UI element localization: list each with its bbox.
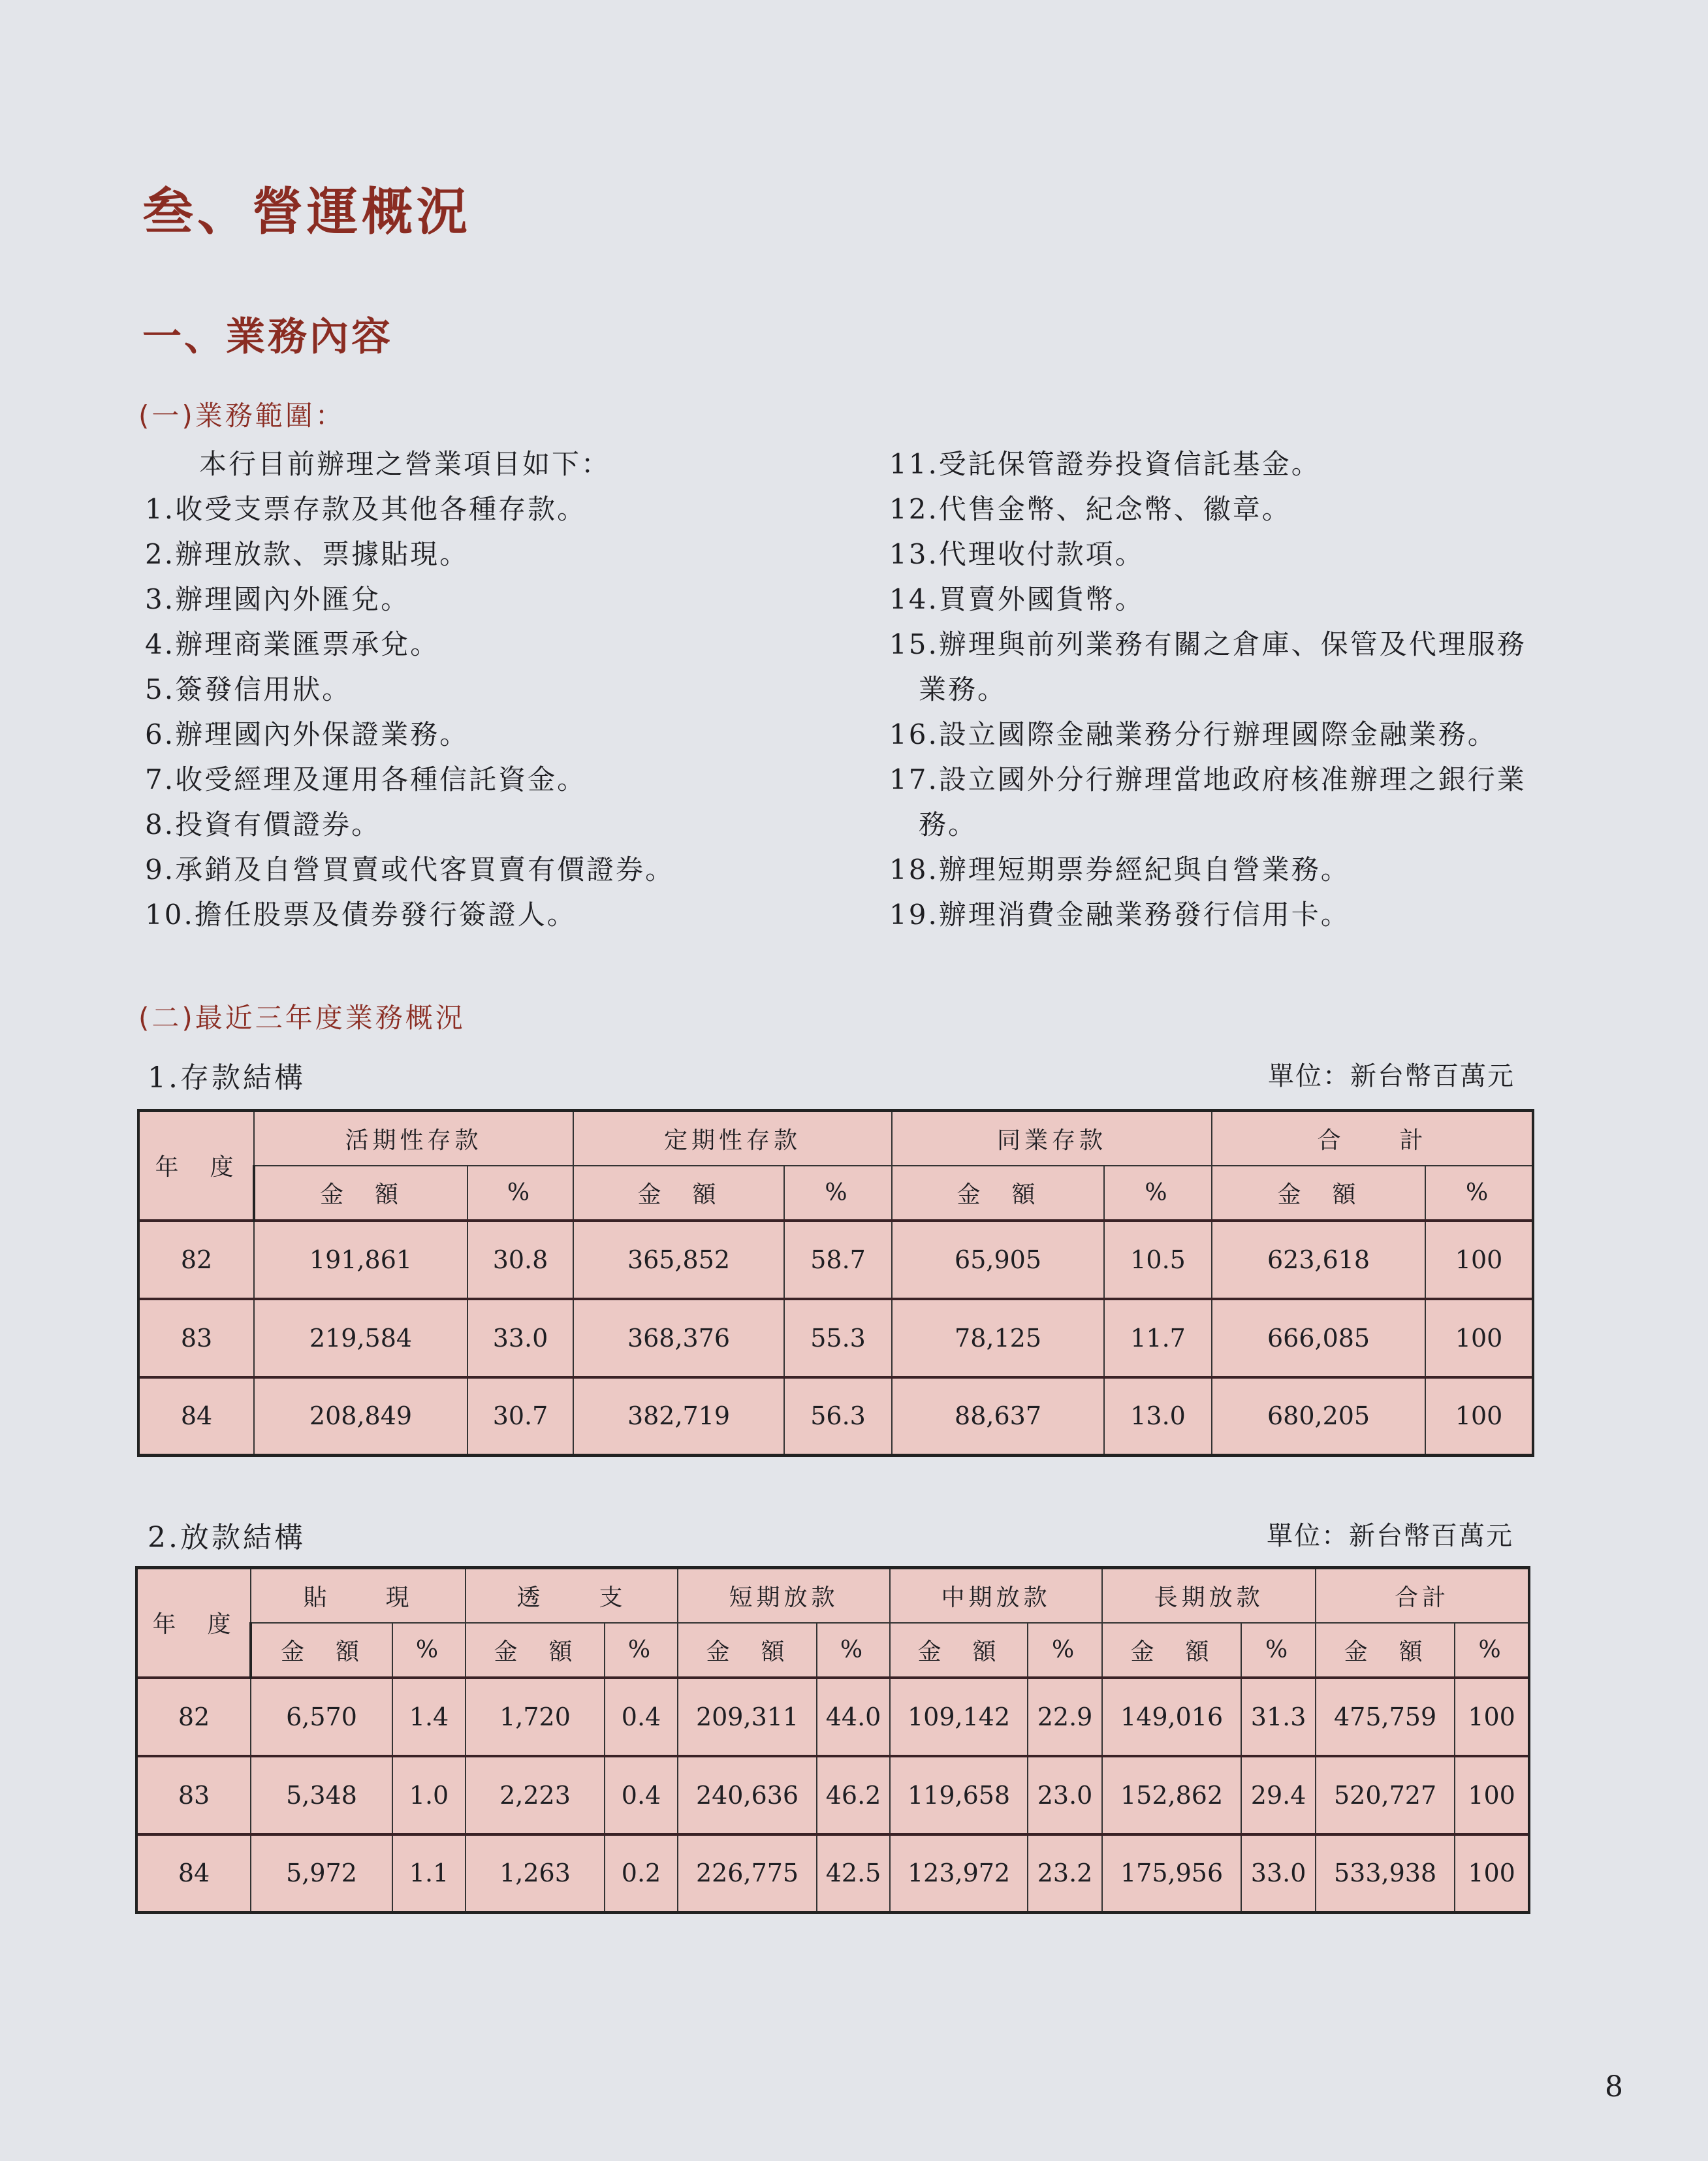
- group-header: 同業存款: [892, 1111, 1212, 1166]
- amount-cell: 219,584: [254, 1299, 467, 1377]
- amount-cell: 78,125: [892, 1299, 1104, 1377]
- group-header: 合 計: [1212, 1111, 1533, 1166]
- amount-cell: 1,720: [466, 1678, 605, 1756]
- percent-cell: 30.8: [467, 1221, 573, 1299]
- percent-header: %: [817, 1623, 890, 1678]
- amount-header: 金 額: [892, 1166, 1104, 1221]
- overview-heading: (二)最近三年度業務概況: [138, 1002, 466, 1034]
- year-cell: 83: [138, 1299, 254, 1377]
- page-number: 8: [1605, 2070, 1623, 2104]
- percent-cell: 10.5: [1104, 1221, 1212, 1299]
- list-item: 5.簽發信用狀。: [145, 673, 352, 705]
- amount-cell: 533,938: [1316, 1834, 1455, 1913]
- amount-header: 金 額: [1316, 1623, 1455, 1678]
- year-cell: 84: [136, 1834, 251, 1913]
- amount-cell: 2,223: [466, 1756, 605, 1834]
- header-row-groups: [136, 1568, 1529, 1623]
- percent-cell: 100: [1455, 1756, 1529, 1834]
- amount-cell: 365,852: [573, 1221, 784, 1299]
- amount-cell: 123,972: [890, 1834, 1028, 1913]
- loan-structure-table: [135, 1566, 1530, 1914]
- percent-cell: 0.2: [605, 1834, 678, 1913]
- table-row: [138, 1299, 1533, 1377]
- percent-cell: 55.3: [784, 1299, 892, 1377]
- amount-cell: 623,618: [1212, 1221, 1425, 1299]
- deposit-structure-table: [137, 1109, 1534, 1457]
- amount-header: 金 額: [254, 1166, 467, 1221]
- group-header: 定期性存款: [573, 1111, 892, 1166]
- group-header: 貼 現: [251, 1568, 466, 1623]
- percent-cell: 31.3: [1241, 1678, 1316, 1756]
- amount-cell: 119,658: [890, 1756, 1028, 1834]
- amount-header: 金 額: [678, 1623, 817, 1678]
- loan-table-title: 2.放款結構: [148, 1521, 306, 1554]
- table-row: [136, 1756, 1529, 1834]
- percent-cell: 100: [1455, 1678, 1529, 1756]
- percent-cell: 0.4: [605, 1756, 678, 1834]
- amount-header: 金 額: [466, 1623, 605, 1678]
- list-item: 11.受託保管證券投資信託基金。: [889, 448, 1321, 480]
- list-item: 10.擔任股票及債券發行簽證人。: [145, 899, 577, 931]
- list-item: 14.買賣外國貨幣。: [889, 583, 1145, 615]
- table-row: [136, 1678, 1529, 1756]
- amount-cell: 152,862: [1102, 1756, 1241, 1834]
- deposit-table-title: 1.存款結構: [148, 1061, 306, 1095]
- percent-cell: 23.0: [1028, 1756, 1102, 1834]
- amount-cell: 666,085: [1212, 1299, 1425, 1377]
- percent-cell: 1.1: [392, 1834, 466, 1913]
- loan-table-unit: 單位：新台幣百萬元: [1267, 1521, 1513, 1551]
- amount-cell: 1,263: [466, 1834, 605, 1913]
- deposit-table-unit: 單位：新台幣百萬元: [1268, 1061, 1515, 1091]
- list-item: 18.辦理短期票券經紀與自營業務。: [889, 854, 1350, 886]
- amount-header: 金 額: [573, 1166, 784, 1221]
- amount-cell: 208,849: [254, 1377, 467, 1456]
- percent-header: %: [467, 1166, 573, 1221]
- percent-cell: 29.4: [1241, 1756, 1316, 1834]
- amount-cell: 191,861: [254, 1221, 467, 1299]
- percent-cell: 1.4: [392, 1678, 466, 1756]
- percent-cell: 30.7: [467, 1377, 573, 1456]
- amount-cell: 5,348: [251, 1756, 392, 1834]
- amount-header: 金 額: [890, 1623, 1028, 1678]
- list-item: 4.辦理商業匯票承兌。: [145, 628, 440, 660]
- amount-cell: 226,775: [678, 1834, 817, 1913]
- percent-header: %: [1241, 1623, 1316, 1678]
- percent-cell: 0.4: [605, 1678, 678, 1756]
- amount-header: 金 額: [251, 1623, 392, 1678]
- amount-cell: 209,311: [678, 1678, 817, 1756]
- list-item: 16.設立國際金融業務分行辦理國際金融業務。: [889, 718, 1497, 750]
- amount-cell: 175,956: [1102, 1834, 1241, 1913]
- business-items-left: [145, 487, 674, 937]
- amount-cell: 149,016: [1102, 1678, 1241, 1756]
- year-cell: 82: [136, 1678, 251, 1756]
- year-header: 年 度: [136, 1568, 251, 1678]
- amount-header: 金 額: [1212, 1166, 1425, 1221]
- percent-header: %: [392, 1623, 466, 1678]
- percent-cell: 22.9: [1028, 1678, 1102, 1756]
- percent-header: %: [1028, 1623, 1102, 1678]
- percent-cell: 33.0: [467, 1299, 573, 1377]
- header-row-columns: [138, 1166, 1533, 1221]
- year-cell: 84: [138, 1377, 254, 1456]
- business-items-right: [889, 441, 1526, 937]
- amount-cell: 240,636: [678, 1756, 817, 1834]
- header-row-columns: [136, 1623, 1529, 1678]
- year-header: 年 度: [138, 1111, 254, 1221]
- percent-cell: 44.0: [817, 1678, 890, 1756]
- amount-cell: 382,719: [573, 1377, 784, 1456]
- percent-cell: 23.2: [1028, 1834, 1102, 1913]
- percent-cell: 100: [1425, 1221, 1533, 1299]
- group-header: 短期放款: [678, 1568, 890, 1623]
- amount-cell: 5,972: [251, 1834, 392, 1913]
- amount-cell: 65,905: [892, 1221, 1104, 1299]
- percent-cell: 33.0: [1241, 1834, 1316, 1913]
- list-item: 12.代售金幣、紀念幣、徽章。: [889, 493, 1291, 525]
- percent-header: %: [1425, 1166, 1533, 1221]
- amount-cell: 109,142: [890, 1678, 1028, 1756]
- year-cell: 83: [136, 1756, 251, 1834]
- table-row: [138, 1221, 1533, 1299]
- list-item: 7.收受經理及運用各種信託資金。: [145, 763, 587, 795]
- percent-cell: 56.3: [784, 1377, 892, 1456]
- list-item: 15.辦理與前列業務有關之倉庫、保管及代理服務: [889, 628, 1526, 660]
- list-item: 9.承銷及自營買賣或代客買賣有價證券。: [145, 854, 675, 886]
- percent-cell: 1.0: [392, 1756, 466, 1834]
- percent-cell: 100: [1455, 1834, 1529, 1913]
- table-row: [136, 1834, 1529, 1913]
- percent-cell: 42.5: [817, 1834, 890, 1913]
- list-item: 8.投資有價證券。: [145, 808, 381, 840]
- list-item: 19.辦理消費金融業務發行信用卡。: [889, 899, 1350, 931]
- year-cell: 82: [138, 1221, 254, 1299]
- percent-header: %: [605, 1623, 678, 1678]
- amount-cell: 520,727: [1316, 1756, 1455, 1834]
- scope-intro: 本行目前辦理之營業項目如下：: [199, 448, 611, 480]
- group-header: 長期放款: [1102, 1568, 1316, 1623]
- table-row: [138, 1377, 1533, 1456]
- amount-cell: 6,570: [251, 1678, 392, 1756]
- amount-cell: 475,759: [1316, 1678, 1455, 1756]
- list-item: 1.收受支票存款及其他各種存款。: [145, 493, 587, 525]
- percent-header: %: [784, 1166, 892, 1221]
- amount-header: 金 額: [1102, 1623, 1241, 1678]
- percent-cell: 58.7: [784, 1221, 892, 1299]
- page-title: 叁、營運概況: [142, 183, 472, 242]
- percent-cell: 100: [1425, 1377, 1533, 1456]
- list-item: 3.辦理國內外匯兌。: [145, 583, 411, 615]
- list-item: 13.代理收付款項。: [889, 538, 1145, 570]
- percent-cell: 13.0: [1104, 1377, 1212, 1456]
- section-heading-business: 一、業務內容: [142, 314, 393, 360]
- list-item: 業務。: [889, 673, 1007, 705]
- group-header: 透 支: [466, 1568, 678, 1623]
- percent-header: %: [1104, 1166, 1212, 1221]
- group-header: 合計: [1316, 1568, 1529, 1623]
- list-item: 6.辦理國內外保證業務。: [145, 718, 469, 750]
- amount-cell: 368,376: [573, 1299, 784, 1377]
- scope-heading: (一)業務範圍：: [138, 400, 345, 432]
- header-row-groups: [138, 1111, 1533, 1166]
- percent-cell: 100: [1425, 1299, 1533, 1377]
- list-item: 務。: [889, 808, 978, 840]
- amount-cell: 88,637: [892, 1377, 1104, 1456]
- group-header: 活期性存款: [254, 1111, 573, 1166]
- list-item: 2.辦理放款、票據貼現。: [145, 538, 469, 570]
- group-header: 中期放款: [890, 1568, 1102, 1623]
- percent-header: %: [1455, 1623, 1529, 1678]
- percent-cell: 46.2: [817, 1756, 890, 1834]
- amount-cell: 680,205: [1212, 1377, 1425, 1456]
- list-item: 17.設立國外分行辦理當地政府核准辦理之銀行業: [889, 763, 1526, 795]
- percent-cell: 11.7: [1104, 1299, 1212, 1377]
